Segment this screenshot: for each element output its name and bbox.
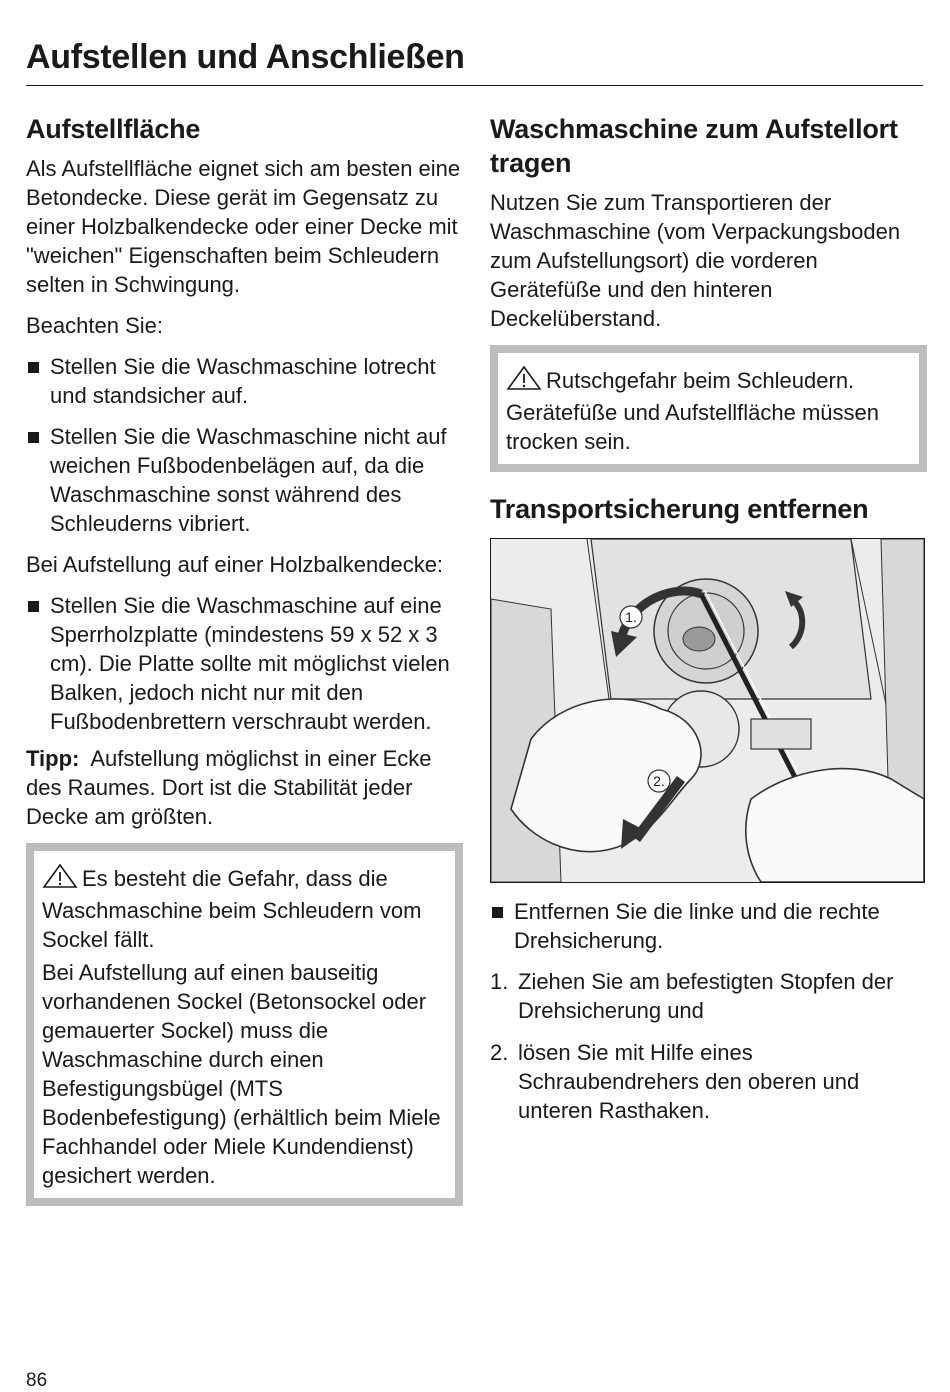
page-header [26, 38, 923, 86]
square-bullet-icon [28, 362, 39, 373]
list-item: Stellen Sie die Waschmaschine nicht auf weichen Fußbodenbelägen auf, da die Waschmaschine sonst während des Schleuderns vibriert. [26, 422, 463, 538]
section-title-aufstellflaeche: Aufstellfläche [26, 114, 201, 144]
square-bullet-icon [28, 432, 39, 443]
steps-list [490, 967, 927, 1125]
figure-label-1: 1. [625, 609, 637, 625]
transport-bullet-list [490, 897, 927, 955]
step-item: 1. Ziehen Sie am befestigten Stopfen der Drehsicherung und [490, 969, 894, 1023]
step-item: 2. lösen Sie mit Hilfe eines Schraubendrehers den oberen und unteren Rasthaken. [490, 1040, 860, 1123]
section-title-tragen: Waschmaschine zum Aufstellort tragen [490, 114, 898, 178]
note-lead: Beachten Sie: [26, 313, 163, 338]
wood-bullet-list [26, 591, 463, 736]
square-bullet-icon [492, 907, 503, 918]
illustration-svg [491, 539, 924, 882]
tip-paragraph [26, 744, 463, 831]
tip-text: Aufstellung möglichst in einer Ecke des Raumes. Dort ist die Stabilität jeder Decke am größten. [26, 746, 432, 829]
tip-label: Tipp: [26, 746, 80, 771]
bullet-list [26, 352, 463, 538]
left-column [26, 112, 463, 1206]
section-title-transportsicherung: Transportsicherung entfernen [490, 494, 869, 524]
intro-paragraph: Als Aufstellfläche eignet sich am besten eine Betondecke. Diese gerät im Gegensatz zu einer Holzbalkendecke oder einer Decke mit "weichen" Eigenschaften beim Schleudern selten in Schwingung. [26, 156, 461, 297]
warning-text-2: Bei Aufstellung auf einen bauseitig vorhandenen Sockel (Betonsockel oder gemauerter Sockel) muss die Waschmaschine durch einen Befestigungsbügel (MTS Bodenbefestigung) (erhältlich beim Miele Fachhandel oder Miele Kundendienst) gesichert werden. [42, 960, 441, 1188]
list-item: Stellen Sie die Waschmaschine lotrecht und standsicher auf. [26, 352, 463, 410]
page-number: 86 [26, 1370, 48, 1391]
right-column [490, 112, 927, 1138]
warning-box-sockel [26, 843, 463, 1206]
list-item: Stellen Sie die Waschmaschine auf eine Sperrholzplatte (mindestens 59 x 52 x 3 cm). Die Platte sollte mit möglichst vielen Balken, jedoch nicht nur mit den Fußbodenbrettern verschraubt werden. [26, 591, 463, 736]
warning-text-1: Es besteht die Gefahr, dass die Waschmaschine beim Schleudern vom Sockel fällt. [42, 863, 447, 954]
warning-text: Rutschgefahr beim Schleudern. Gerätefüße und Aufstellfläche müssen trocken sein. [506, 365, 911, 456]
figure-label-2: 2. [653, 773, 665, 789]
warning-triangle-icon [506, 365, 542, 398]
square-bullet-icon [28, 601, 39, 612]
page-title: Aufstellen und Anschließen [26, 38, 465, 76]
wood-ceiling-lead: Bei Aufstellung auf einer Holzbalkendecke: [26, 552, 444, 577]
transport-lock-illustration [490, 538, 925, 883]
warning-box-rutschgefahr [490, 345, 927, 472]
carry-paragraph: Nutzen Sie zum Transportieren der Waschmaschine (vom Verpackungsboden zum Aufstellungsort) die vorderen Gerätefüße und den hinteren Deckelüberstand. [490, 190, 901, 331]
warning-triangle-icon [42, 863, 78, 896]
list-item: Entfernen Sie die linke und die rechte Drehsicherung. [490, 897, 927, 955]
